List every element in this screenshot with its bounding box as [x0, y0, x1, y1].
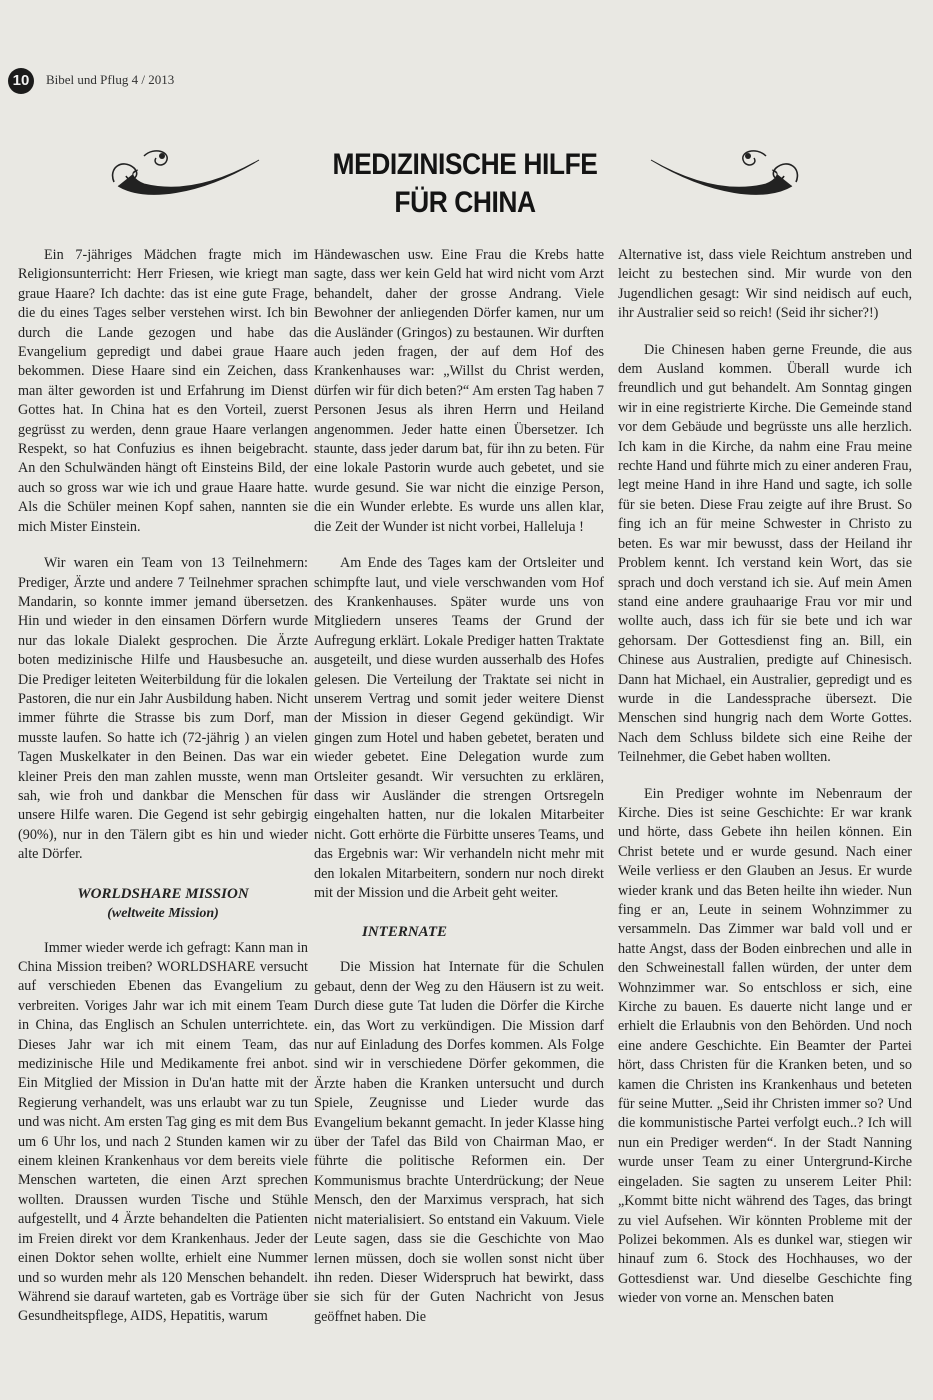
paragraph: Alternative ist, dass viele Reichtum anstreben und leicht zu bestechen sind. Mir wurde von den Jugendlichen gesagt: Wir sind neidisch auf euch, ihr Australier seid so reich! (Seid ihr sicher?!) — [618, 247, 912, 322]
paragraph: Die Chinesen haben gerne Freunde, die aus dem Ausland kommen. Überall wurde ich freundlich und gut behandelt. Am Sonntag gingen wir in eine registrierte Kirche. Die Gemeinde stand vor dem Gebäude und begrüsste uns alle herzlich. Ich kam in die Kirche, da nahm eine Frau meine rechte Hand und führte mich zu einer anderen Frau, legt meine Hand in ihre Hand und sagte, ich solle für sie beten. Diese Frau zeigte auf ihre Brust. So fing ich an für meine Schwester in Christo zu beten. Es war mir bewusst, dass der Heiland ihr Problem kennt. Ich verstand kein Wort, das sie sprach und doch verstand ich sie. Auf mein Amen stand eine andere grauhaarige Frau vor mir und wollte auch, dass ich für sie bete und ich war gehorsam. Der Gottesdienst fing an. Bill, ein Chinese aus Australien, predigte auf Chinesisch. Dann hat Michael, ein Australier, gepredigt und es wurde in die Landessprache übersezt. Die Menschen sind hungrig nach dem Worte Gottes. Nach dem Schluss bildete sich eine Reihe der Teilnehmer, die Gebet haben wollten. — [618, 341, 912, 766]
paragraph: Am Ende des Tages kam der Ortsleiter und schimpfte laut, und viele verschwanden vom Hof des Krankenhauses. Später wurde uns von Mitgliedern unseres Teams der Grund der Aufregung erklärt. Lokale Prediger hatten Traktate ausgeteilt, und diese wurden ausserhalb des Hofes gelesen. Die Verteilung der Traktate sei nicht in unserem Vertrag und somit jeder weitere Dienst der Mission in dieser Gegend gekündigt. Wir gingen zum Hotel und haben gebetet, beraten und wieder gebetet. Eine Delegation wurde zum Ortsleiter gesandt. Wir versuchten zu erklären, dass wir Ausländer die strengen Ortsregeln eingehalten hatten, nur die lokalen Mitarbeiter nicht. Gott erhörte die Fürbitte unseres Teams, und das Ergebnis war: Wir verhandeln nicht mehr mit den lokalen Mitarbeitern, sondern nur noch direkt mit der Mission und die Arbeit geht weiter. — [314, 555, 604, 901]
section-heading-internate: INTERNATE — [362, 924, 448, 941]
running-header: Bibel und Pflug 4 / 2013 — [46, 72, 175, 87]
paragraph: Die Mission hat Internate für die Schulen gebaut, denn der Weg zu den Häusern ist zu weit. Durch diese gute Tat luden die Dörfer die Kirche ein, das Wort zu verkündigen. Die Mission darf nur auf Einladung des Dorfes kommen. Als Folge sind wir in verschiedene Dörfer gekommen, die Ärzte haben die Kranken untersucht und durch Spiele, Zeugnisse und Lieder wurde das Evangelium bekannt gemacht. In jeder Klasse hing über der Tafel das Bild von Chairman Mao, er führte die politische Reformen ein. Der Kommunismus brachte Unterdrückung; der Neue Mensch, den der Marximus versprach, hat sich nicht materialisiert. So entstand ein Vakuum. Viele Leute sagen, dass sie die Geschichte von Mao lernen müssen, doch sie wollen sonst nicht über ihn reden. Dieser Widerspruch hat bewirkt, dass sie sich für der Guten Nachricht von Jesus geöffnet haben. Die — [314, 959, 604, 1325]
article-column-3 — [618, 246, 912, 1326]
title-line-1: MEDIZINISCHE HILFE — [332, 148, 598, 181]
right-flourish-ornament — [646, 138, 806, 208]
article-title — [300, 146, 630, 222]
heading-text: WORLDSHARE MISSION — [77, 885, 249, 902]
article-column-1 — [18, 246, 308, 1344]
section-heading-worldshare — [18, 885, 308, 923]
left-flourish-ornament — [104, 138, 264, 208]
paragraph: Wir waren ein Team von 13 Teilnehmern: Prediger, Ärzte und andere 7 Teilnehmer sprachen Mandarin, so konnte immer jemand übersetzen. Hin und wieder in den einsamen Dörfern wurde nur das lokale Dialekt gesprochen. Die Ärzte boten medizinische Hilfe und Hausbesuche an. Die Prediger leiteten Weiterbildung für die lokalen Pastoren, die nur ein Jahr Ausbildung haben. Nicht immer führte die Strasse bis zum Dorf, man musste laufen. So hatte ich (72-jährig ) an vielen Tagen Muskelkater in den Beinen. Das war ein kleiner Preis den man zahlen musste, wenn man sah, wie froh und dankbar die Menschen für unsere Hilfe waren. Die Gegend ist sehr gebirgig (90%), nur in den Tälern gibt es hin und wieder alte Dörfer. — [18, 555, 308, 863]
article-column-2 — [314, 246, 604, 1344]
subheading-text: (weltweite Mission) — [107, 905, 219, 921]
paragraph: Immer wieder werde ich gefragt: Kann man in China Mission treiben? WORLDSHARE versucht auf verschieden Ebenen das Evangelium zu verbreiten. Voriges Jahr war ich mit einem Team in China, das Englisch an Schulen unterrichtete. Dieses Jahr war ich mit einem Team, das medizinische Hile und Medikamente frei anbot. Ein Mitglied der Mission in Du'an hatte mit der Regierung verhandelt, was uns erlaubt war zu tun und was nicht. Am ersten Tag ging es mit dem Bus um 6 Uhr los, und nach 2 Stunden kamen wir zu einem kleinen Krankenhaus vor dem bereits viele Menschen warteten, die einen Arzt sprechen wollten. Draussen wurden Tische und Stühle aufgestellt, und 4 Ärzte behandelten die Patienten im Freien direkt vor dem Krankenhaus. Jeder der einen Doktor sehen wollte, erhielt eine Nummer und so wurden mehr als 120 Menschen behandelt. Während sie darauf warteten, gab es Vorträge über Gesundheitspflege, AIDS, Hepatitis, warum — [18, 939, 308, 1325]
paragraph: Händewaschen usw. Eine Frau die Krebs hatte sagte, dass wer kein Geld hat wird nicht vom Arzt behandelt, daher der grosse Andrang. Viele Bewohner der anliegenden Dörfer kamen, nur um die Ausländer (Gringos) zu bestaunen. Wir durften auch jeden fragen, der auf dem Hof des Krankenhauses war: „Willst du Christ werden, dürfen wir für dich beten?“ Am ersten Tag haben 7 Personen Jesus als ihren Herrn und Heiland angenommen. Jeder hatte einen Übersetzer. Ich staunte, dass jeder darum bat, für ihn zu beten. Für eine lokale Pastorin wurde auch gebetet, und sie wurde gesund. Sie war nicht die einzige Person, die ein Wunder erlebte. Es wurde uns allen klar, die Zeit der Wunder ist nicht vorbei, Halleluja ! — [314, 247, 604, 535]
paragraph: Ein 7-jähriges Mädchen fragte mich im Religionsunterricht: Herr Friesen, wie kriegt man graue Haare? Ich dachte: das ist eine gute Frage, die du eines Tages selber verstehen wirst. Ich bin durch die Lande gezogen und habe das Evangelium gepredigt und dabei graue Haare bekommen. Diese Haare sind ein Zeichen, dass man älter geworden ist und Erfahrung im Dienst Gottes hat. In China hat es den Vorteil, zuerst gegrüsst zu werden, denn graue Haare verlangen Respekt, so hat Confuzius es ihnen beigebracht. An den Schulwänden hängt oft Einsteins Bild, der auch so gross war wie ich und graue Haare hatte. Als die Schüler meinen Kopf sahen, nannten sie mich Mister Einstein. — [18, 247, 308, 535]
title-line-2: FÜR CHINA — [394, 186, 536, 219]
paragraph: Ein Prediger wohnte im Nebenraum der Kirche. Dies ist seine Geschichte: Er war krank und hörte, dass Gebete ihn heilen können. Ein Christ betete und er wurde gesund. Nach einer Weile verliess er den Glauben an Jesus. Er wurde wieder krank und das Beten heilte ihn wieder. Nun fing er an, Leute in seinem Wohnzimmer zu versammeln. Das Zimmer war bald voll und er hatte Angst, dass der Boden einbrechen und alle in den Schweinestall fallen würden, der unter dem Wohnzimmer war. So entschloss er sich, eine Kirche zu bauen. Es dauerte nicht lange und er erhielt die Erlaubnis von den Behörden. Und noch eine andere Geschichte. Ein Beamter der Partei hört, dass Christen für die Kranken beten, und so kamen die Christen ins Krankenhaus und beteten für seine Mutter. „Seid ihr Christen immer so? Und die kommunistische Partei verfolgt euch..? Ich will nun ein Prediger werden“. In der Stadt Nanning wurde unser Team zu einer Untergrund-Kirche eingeladen. Sie sagten zu unserem Leiter Phil: „Kommt bitte nicht während des Tages, das bringt zu viel Aufsehen. Wir könnten Probleme mit der Polizei bekommen. Als es dunkel war, stiegen wir hinauf zum 6. Stock des Hochhauses, wo der Gottesdienst war. Und dieselbe Geschichte fing wieder von vorne an. Menschen baten — [618, 785, 912, 1307]
page-number: 10 — [8, 68, 34, 94]
